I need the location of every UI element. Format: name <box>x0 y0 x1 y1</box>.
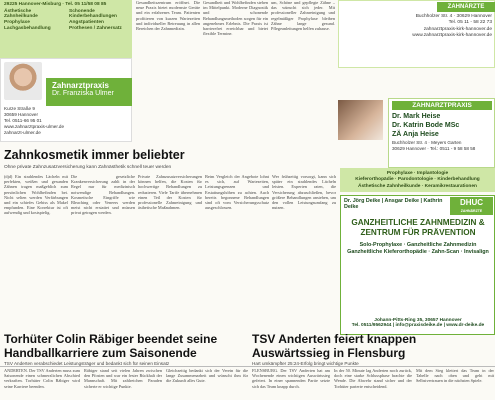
article-column: Beim Vergleich der Angebote lohnt es sich, auf Wartezeiten, Leistungsgrenzen und Erstattungshöhen zu achten. Auch bereits begonnene Behandlungen sind oft vom Versicherungsschutz ausgeschlossen. <box>205 174 269 211</box>
divider <box>0 366 495 367</box>
services-list <box>4 9 128 31</box>
deike-address <box>344 318 492 328</box>
deike-services <box>344 242 492 256</box>
article-column: In der 50. Minute lag Anderten noch zurück, doch eine starke Schlussphase brachte die Wende. Die Abwehr stand sicher und der Torhüter parierte entscheidend. <box>334 368 412 389</box>
heise-practice-title: ZAHNARZTPRAXIS <box>392 101 492 110</box>
heise-address <box>392 140 492 152</box>
dentist-name: Dr. Franziska Ulmer <box>52 90 114 97</box>
address-line: Johann-Pitts-Ring 35, 30657 Hannover <box>374 318 462 323</box>
contact-line: Tel. 05 11 - 58 22 73 <box>448 20 492 26</box>
specialty-line: Prophylaxe · Implantologie <box>386 171 449 176</box>
tagline-line: GANZHEITLICHE ZAHNMEDIZIN & <box>351 218 485 227</box>
dhuc-logo-sub: ZAHNÄRZTE <box>460 209 483 213</box>
dentist-portrait-photo <box>4 62 42 100</box>
address-line: Buchholzer Str. 4 · Meyers Garten <box>392 140 462 145</box>
service-line: Solo-Prophylaxe · Ganzheitliche Zahnmedizin <box>359 242 477 248</box>
service-line: Ganzheitliche Kieferorthopädie · Zahn-Scan · Invisalign <box>347 249 489 255</box>
article-column: Wer frühzeitig vorsorgt, kann sich später ein strahlendes Lächeln leisten. Experten raten, die Versicherung abzuschließen, bevor größere Behandlungen anstehen, um den vollen Leistungsumfang zu nutzen. <box>272 174 336 211</box>
article-column: Private Zahnzusatzversicherungen können helfen, die Kosten für hochwertige Behandlungen zu reduzieren. Viele Tarife übernehmen einen Teil der Kosten für professionelle Zahnreinigung und ästhetische Maßnahmen. <box>138 174 202 211</box>
article-subline: Ohne private Zahnzusatzversicherung kann Zahnästhetik schnell teuer werden <box>4 165 172 170</box>
deike-doctor-names: Dr. Jörg Deike | Ansgar Deike | Kathrin Deike <box>344 198 443 210</box>
sports-subline-raebiger: TSV Anderten verabschiedet Leistungsträger und bedankt sich für seinen Einsatz <box>4 361 170 366</box>
dhuc-logo <box>450 197 493 215</box>
service-item: Prothesen / Zahnersatz <box>69 26 122 31</box>
practice-title: Zahnarztpraxis <box>52 81 109 90</box>
article-column: Räbiger stand seit vielen Jahren zwischen den Pfosten und war ein fester Rückhalt der Mannschaft. Mit zahlreichen Paraden sicherte er wichtige Punkte. <box>84 368 162 389</box>
tagline-line: ZENTRUM FÜR PRÄVENTION <box>360 228 476 237</box>
article-column: Gesundheitszentrum eröffnet. Die neue Praxis bietet modernste Geräte und ein erfahrenes Team. Patienten profitieren von kurzen Wartezeiten und individueller Betreuung in allen Bereichen der Zahnmedizin. <box>136 0 200 32</box>
smiling-woman-photo <box>338 100 383 140</box>
zahnaerzte-contact <box>392 14 492 40</box>
website-link[interactable]: www.zahnarztpraxis-kirk-hannover.de <box>412 33 492 39</box>
article-column: Gesundheit und Wohlbefinden stehen im Mittelpunkt. Moderne Diagnostik und schonende Behandlungsmethoden sorgen für ein angenehmes Erlebnis. Die Praxis ist barrierefrei erreichbar und bietet flexible Termine. <box>203 0 268 37</box>
article-column: ANDERTEN. Der TSV Anderten muss zum Saisonende einen schmerzlichen Abschied verkraften. Torhüter Colin Räbiger wird seine Karriere beenden. <box>4 368 80 389</box>
sports-headline-flensburg: TSV Anderten feiert knappen Auswärtssieg in Flensburg <box>252 332 417 360</box>
contact-line: Kurze Straße 9 <box>4 106 35 111</box>
article-column: Die gesetzliche Krankenversicherung zahlt in der Regel nur für medizinisch notwendige Behandlungen. Kosmetische Eingriffe wie Bleaching oder Veneers werden meist nicht erstattet und müssen privat getragen werden. <box>71 174 135 216</box>
article-column: FLENSBURG. Der TSV Anderten hat am Wochenende einen wichtigen Auswärtssieg gefeiert. In einer spannenden Partie setzte sich das Team knapp durch. <box>252 368 330 389</box>
contact-line: 30659 Hannover <box>4 112 38 117</box>
specialty-line: Kieferorthopädie · Parodontologie · Kinderbehandlung <box>355 177 480 183</box>
article-column: (djd) Ein strahlendes Lächeln mit perfekten, weißen und gesunden Zähnen tragen maßgeblich zum persönlichen Wohlbefinden bei. Nicht selten werden Verfärbungen und ein schiefes Gebiss als Makel empfunden. Eine Korrektur ist oft aufwendig und kostspielig. <box>4 174 68 216</box>
article-column: Gleichzeitig bedankt sich der Verein für die lange Zusammenarbeit und wünscht ihm für die Zukunft alles Gute. <box>166 368 248 384</box>
specialty-line: Ästhetische Zahnheilkunde · Keramikrestaurationen <box>358 183 477 189</box>
practice-banner <box>46 78 132 106</box>
website-link[interactable]: zahnarztpraxis-kirk-hannover.de <box>423 26 492 32</box>
sports-subline-flensburg: Hart umkämpfter 25:24-Erfolg bringt wichtige Punkte <box>252 361 359 366</box>
green-services-ad <box>0 0 132 58</box>
website-link[interactable]: zahnarzt-ulmer.de <box>4 130 41 135</box>
deike-practice-ad <box>340 195 495 335</box>
service-item: Prophylaxe <box>4 20 30 25</box>
website-link[interactable]: www.zahnarztpraxis-ulmer.de <box>4 124 64 129</box>
service-item: Angstpatienten <box>69 20 104 25</box>
heise-doctor-names <box>392 112 492 139</box>
article-headline: Zahnkosmetik immer beliebter <box>4 148 185 162</box>
contact-line[interactable]: Tel. 0511/9562944 | info@praxisdeike.de | www.dr-deike.de <box>351 323 485 328</box>
article-column: um, Schöne und gepflegte Zähne – das wünscht sich jeder. Mit professioneller Zahnreinigung und regelmäßiger Prophylaxe bleiben Zähne lange gesund. Pflegeanleitungen helfen zuhause. <box>271 0 335 32</box>
article-column: Mit dem Sieg klettert das Team in der Tabelle nach oben und geht mit Selbstvertrauen in die nächsten Spiele. <box>416 368 494 384</box>
deike-tagline <box>344 218 492 238</box>
service-item: Lachgasbehandlung <box>4 26 51 31</box>
practice-contact <box>4 106 130 136</box>
zahnaerzte-header: ZAHNÄRZTE <box>437 2 495 12</box>
doctor-name: ZÄ Anja Heise <box>392 131 439 138</box>
doctor-name: Dr. Katrin Bode MSc <box>392 122 460 129</box>
doctor-name: Dr. Mark Heise <box>392 113 441 120</box>
contact-line: Buchholzer Str. 4 · 30629 Hannover <box>415 14 492 19</box>
dhuc-logo-text: DHUC <box>459 198 484 207</box>
heise-specialties <box>340 168 495 192</box>
ad-address: 29225 Hannover-Misburg · Tel. 05 11/58 08 85 <box>4 2 107 7</box>
service-item: Schonende Kinderbehandlungen <box>69 9 117 19</box>
service-item: Ästhetische Zahnheilkunde <box>4 9 38 19</box>
address-line: 30629 Hannover · Tel.: 0511 - 9 58 58 58 <box>392 146 476 151</box>
sports-headline-raebiger: Torhüter Colin Räbiger beendet seine Handballkarriere zum Saisonende <box>4 332 218 360</box>
contact-line: Tel. 0511-66 95 01 <box>4 118 42 123</box>
